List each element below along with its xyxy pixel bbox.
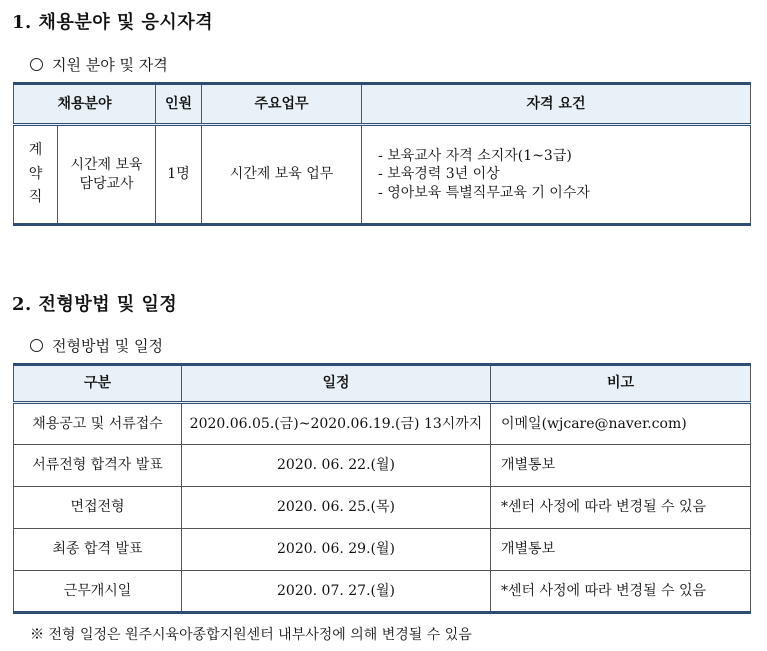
section1-subtitle bbox=[30, 54, 168, 75]
circle-bullet-icon bbox=[30, 58, 43, 71]
table-row bbox=[14, 571, 751, 613]
contract-type-cell bbox=[14, 125, 58, 225]
header-duty: 주요업무 bbox=[202, 84, 362, 125]
qualification-item: - 보육경력 3년 이상 bbox=[378, 166, 500, 183]
category-cell: 채용공고 및 서류접수 bbox=[14, 403, 182, 445]
header-count: 인원 bbox=[156, 84, 202, 125]
contract-type-char: 직 bbox=[28, 189, 43, 206]
category-cell: 최종 합격 발표 bbox=[14, 529, 182, 571]
contract-type-char: 약 bbox=[28, 165, 43, 182]
remarks-cell: 개별통보 bbox=[491, 445, 751, 487]
circle-bullet-icon bbox=[30, 339, 43, 352]
count-cell: 1명 bbox=[156, 125, 202, 225]
position-line: 시간제 보육 bbox=[70, 157, 143, 174]
section2-subtitle-text: 전형방법 및 일정 bbox=[52, 337, 163, 355]
header-qualification: 자격 요건 bbox=[362, 84, 751, 125]
schedule-cell: 2020.06.05.(금)~2020.06.19.(금) 13시까지 bbox=[182, 403, 491, 445]
header-schedule: 일정 bbox=[182, 365, 491, 403]
duty-cell: 시간제 보육 업무 bbox=[202, 125, 362, 225]
remarks-cell: 이메일(wjcare@naver.com) bbox=[491, 403, 751, 445]
category-cell: 서류전형 합격자 발표 bbox=[14, 445, 182, 487]
footnote: ※ 전형 일정은 원주시육아종합지원센터 내부사정에 의해 변경될 수 있음 bbox=[30, 627, 472, 643]
qualification-table bbox=[13, 82, 751, 226]
schedule-cell: 2020. 07. 27.(월) bbox=[182, 571, 491, 613]
schedule-cell: 2020. 06. 22.(월) bbox=[182, 445, 491, 487]
schedule-cell: 2020. 06. 25.(목) bbox=[182, 487, 491, 529]
position-line: 담당교사 bbox=[79, 175, 134, 192]
remarks-cell: *센터 사정에 따라 변경될 수 있음 bbox=[491, 487, 751, 529]
header-category: 구분 bbox=[14, 365, 182, 403]
section1-title: 1. 채용분야 및 응시자격 bbox=[12, 12, 214, 33]
remarks-cell: 개별통보 bbox=[491, 529, 751, 571]
qualification-cell bbox=[362, 125, 751, 225]
header-remarks: 비고 bbox=[491, 365, 751, 403]
remarks-cell: *센터 사정에 따라 변경될 수 있음 bbox=[491, 571, 751, 613]
qualification-item: - 보육교사 자격 소지자(1~3급) bbox=[378, 148, 572, 165]
qualification-item: - 영아보육 특별직무교육 기 이수자 bbox=[378, 184, 590, 201]
table-row bbox=[14, 445, 751, 487]
category-cell: 면접전형 bbox=[14, 487, 182, 529]
table-row bbox=[14, 529, 751, 571]
section1-subtitle-text: 지원 분야 및 자격 bbox=[52, 56, 168, 74]
schedule-table bbox=[13, 363, 751, 614]
table-row bbox=[14, 487, 751, 529]
category-cell: 근무개시일 bbox=[14, 571, 182, 613]
position-cell bbox=[58, 125, 156, 225]
section2-title: 2. 전형방법 및 일정 bbox=[12, 294, 178, 315]
schedule-cell: 2020. 06. 29.(월) bbox=[182, 529, 491, 571]
table-row bbox=[14, 403, 751, 445]
contract-type-char: 계 bbox=[28, 141, 43, 158]
header-field: 채용분야 bbox=[14, 84, 156, 125]
section2-subtitle bbox=[30, 335, 163, 356]
